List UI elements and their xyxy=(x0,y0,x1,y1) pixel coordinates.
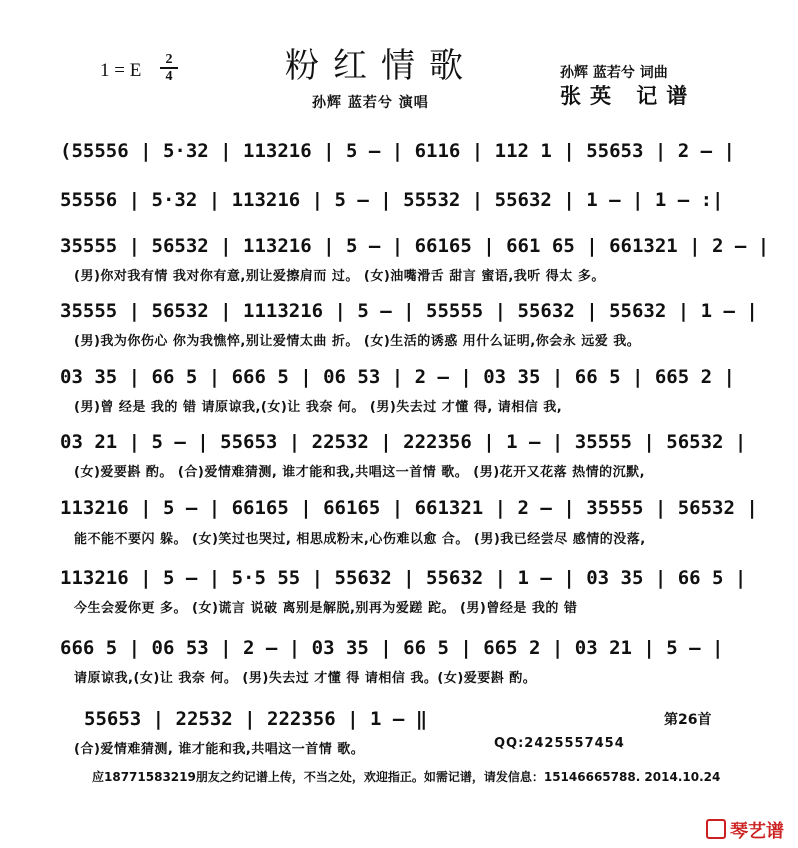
time-signature xyxy=(160,52,178,84)
lyric-row-6: (女)爱要斟 酌。 (合)爱情难猜测, 谁才能和我,共唱这一首情 歌。 (男)花开又花落 热情的沉默, xyxy=(74,465,646,480)
score-row-2-notes: 55556 | 5·32 | 113216 | 5 – | 55532 | 55632 | 1 – | 1 – :| xyxy=(60,189,724,211)
qq-contact: QQ:2425557454 xyxy=(494,736,625,751)
score-row-10 xyxy=(84,706,444,730)
score-row-8-notes: 113216 | 5 – | 5·5 55 | 55632 | 55632 | 1 – | 03 35 | 66 5 | xyxy=(60,567,747,589)
score-row-1-notes: (55556 | 5·32 | 113216 | 5 – | 6116 | 112 1 | 55653 | 2 – | xyxy=(60,140,735,162)
lyric-row-3: (男)你对我有情 我对你有意,别让爱擦肩而 过。 (女)油嘴滑舌 甜言 蜜语,我听 得太 多。 xyxy=(74,269,605,284)
key-signature: 1 = E xyxy=(100,60,142,81)
score-row-4-notes: 35555 | 56532 | 1113216 | 5 – | 55555 | 55632 | 55632 | 1 – | xyxy=(60,300,758,322)
lyric-row-4: (男)我为你伤心 你为我憔悴,别让爱情太曲 折。 (女)生活的诱惑 用什么证明,你会永 远爱 我。 xyxy=(74,334,641,349)
score-row-7-notes: 113216 | 5 – | 66165 | 66165 | 661321 | 2 – | 35555 | 56532 | xyxy=(60,497,758,519)
score-row-3 xyxy=(60,233,770,257)
score-row-9 xyxy=(60,635,754,659)
lyric-row-10: (合)爱情难猜测, 谁才能和我,共唱这一首情 歌。 xyxy=(74,742,365,757)
song-number: 第26首 xyxy=(664,712,712,728)
lyric-row-7: 能不能不要闪 躲。 (女)笑过也哭过, 相思成粉末,心伤难以愈 合。 (男)我已经尝尽 感情的没落, xyxy=(74,532,646,547)
time-signature-top: 2 xyxy=(160,52,178,69)
score-row-6-notes: 03 21 | 5 – | 55653 | 22532 | 222356 | 1 – | 35555 | 56532 | xyxy=(60,431,747,453)
score-row-8 xyxy=(60,565,754,589)
score-row-2 xyxy=(60,187,754,211)
site-logo xyxy=(706,817,784,843)
score-row-7 xyxy=(60,495,758,519)
score-row-10-notes: 55653 | 22532 | 222356 | 1 – ‖ xyxy=(84,708,428,730)
score-row-4 xyxy=(60,298,758,322)
score-row-9-notes: 666 5 | 06 53 | 2 – | 03 35 | 66 5 | 665 2 | 03 21 | 5 – | xyxy=(60,637,724,659)
time-signature-bottom: 4 xyxy=(165,69,173,84)
footer-note: 应18771583219朋友之约记谱上传，不当之处，欢迎指正。如需记谱，请发信息：15146665788. 2014.10.24 xyxy=(92,770,721,784)
score-row-5 xyxy=(60,364,754,388)
logo-text: 琴艺谱 xyxy=(730,821,784,842)
score-row-6 xyxy=(60,429,754,453)
lyric-row-5: (男)曾 经是 我的 错 请原谅我,(女)让 我奈 何。 (男)失去过 才懂 得, 请相信 我, xyxy=(74,400,563,415)
lyric-row-8: 今生会爱你更 多。 (女)谎言 说破 离别是解脱,别再为爱蹉 跎。 (男)曾经是 我的 错 xyxy=(74,601,578,616)
song-title: 粉红情歌 xyxy=(285,46,477,86)
logo-icon xyxy=(706,819,726,839)
score-row-3-notes: 35555 | 56532 | 113216 | 5 – | 66165 | 661 65 | 661321 | 2 – | xyxy=(60,235,770,257)
score-row-5-notes: 03 35 | 66 5 | 666 5 | 06 53 | 2 – | 03 35 | 66 5 | 665 2 | xyxy=(60,366,735,388)
transcriber-credit: 张英 记谱 xyxy=(560,84,697,108)
score-row-1 xyxy=(60,138,754,162)
singer-credit: 孙辉 蓝若兮 演唱 xyxy=(312,95,429,111)
lyric-row-9: 请原谅我,(女)让 我奈 何。 (男)失去过 才懂 得 请相信 我。(女)爱要斟 酌。 xyxy=(74,671,537,686)
lyrics-music-credit: 孙辉 蓝若兮 词曲 xyxy=(560,65,668,81)
